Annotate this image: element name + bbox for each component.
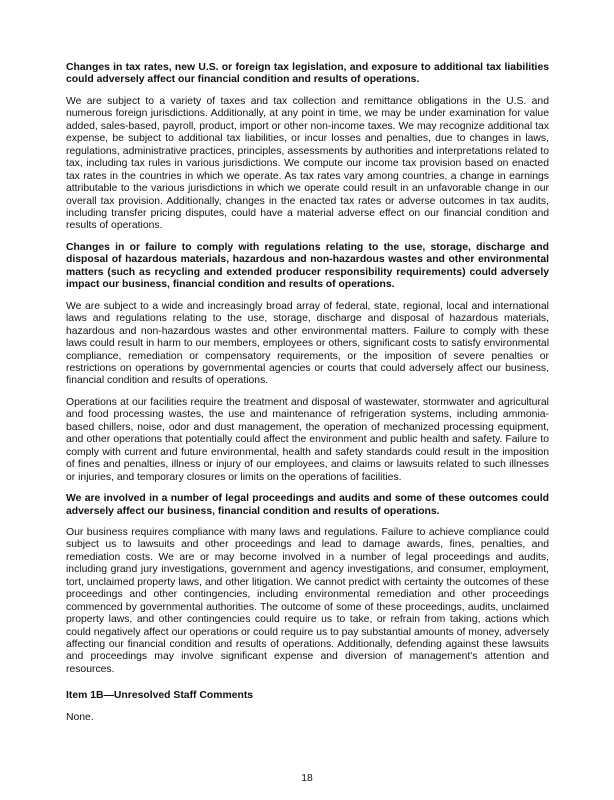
section-heading-tax-rates: Changes in tax rates, new U.S. or foreign tax legislation, and exposure to additional tax liabilities could adversely affect our financial condition and results of operations. — [66, 62, 549, 86]
document-page — [66, 62, 549, 733]
page-number: 18 — [301, 773, 313, 784]
paragraph-tax-rates: We are subject to a variety of taxes and tax collection and remittance obligations in the U.S. and numerous foreign jurisdictions. Additionally, at any point in time, we may be under examination for value added, sales-based, payroll, product, import or other non-income taxes. We may recognize additional tax expense, be subject to additional tax liabilities, or incur losses and penalties, due to changes in laws, regulations, administrative practices, principles, assessments by authorities and interpretations related to tax, including tax rules in various jurisdictions. We compute our income tax provision based on enacted tax rates in the countries in which we operate. As tax rates vary among countries, a change in earnings attributable to the various jurisdictions in which we operate could result in an unfavorable change in our overall tax provision. Additionally, changes in the enacted tax rates or adverse outcomes in tax audits, including transfer pricing disputes, could have a material adverse effect on our financial condition and results of operations. — [66, 95, 549, 232]
paragraph-legal-proceedings: Our business requires compliance with many laws and regulations. Failure to achieve compliance could subject us to lawsuits and other proceedings and lead to damage awards, fines, penalties, and remediation costs. We are or may become involved in a number of legal proceedings and audits, including grand jury investigations, government and agency investigations, and consumer, employment, tort, unclaimed property laws, and other litigation. We cannot predict with certainty the outcomes of these proceedings and other contingencies, including environmental remediation and other proceedings commenced by governmental authorities. The outcome of some of these proceedings, audits, unclaimed property laws, and other contingencies could require us to take, or refrain from taking, actions which could negatively affect our operations or could require us to pay substantial amounts of money, adversely affecting our financial condition and results of operations. Additionally, defending against these lawsuits and proceedings may involve significant expense and diversion of management's attention and resources. — [66, 526, 549, 675]
paragraph-facility-operations: Operations at our facilities require the treatment and disposal of wastewater, stormwater and agricultural and food processing wastes, the use and maintenance of refrigeration systems, including ammonia-based chillers, noise, odor and dust management, the operation of mechanized processing equipment, and other operations that potentially could affect the environment and public health and safety. Failure to comply with current and future environmental, health and safety standards could result in the imposition of fines and penalties, illness or injury of our employees, and claims or lawsuits related to such illnesses or injuries, and temporary closures or limits on the operations of facilities. — [66, 396, 549, 483]
paragraph-environmental-laws: We are subject to a wide and increasingly broad array of federal, state, regional, local and international laws and regulations relating to the use, storage, discharge and disposal of hazardous materials, hazardous and non-hazardous wastes and other environmental matters. Failure to comply with these laws could result in harm to our members, employees or others, significant costs to satisfy environmental compliance, remediation or compensatory requirements, or the imposition of severe penalties or restrictions on operations by governmental agencies or courts that could adversely affect our business, financial condition and results of operations. — [66, 300, 549, 387]
item-1b-body: None. — [66, 711, 94, 723]
item-1b-heading: Item 1B—Unresolved Staff Comments — [66, 690, 254, 702]
section-heading-hazardous-materials: Changes in or failure to comply with regulations relating to the use, storage, discharge and disposal of hazardous materials, hazardous and non-hazardous wastes and other environmental matters (such as recycling and extended producer responsibility requirements) could adversely impact our business, financial condition and results of operations. — [66, 241, 549, 291]
section-heading-legal-proceedings: We are involved in a number of legal proceedings and audits and some of these outcomes could adversely affect our business, financial condition and results of operations. — [66, 493, 549, 517]
